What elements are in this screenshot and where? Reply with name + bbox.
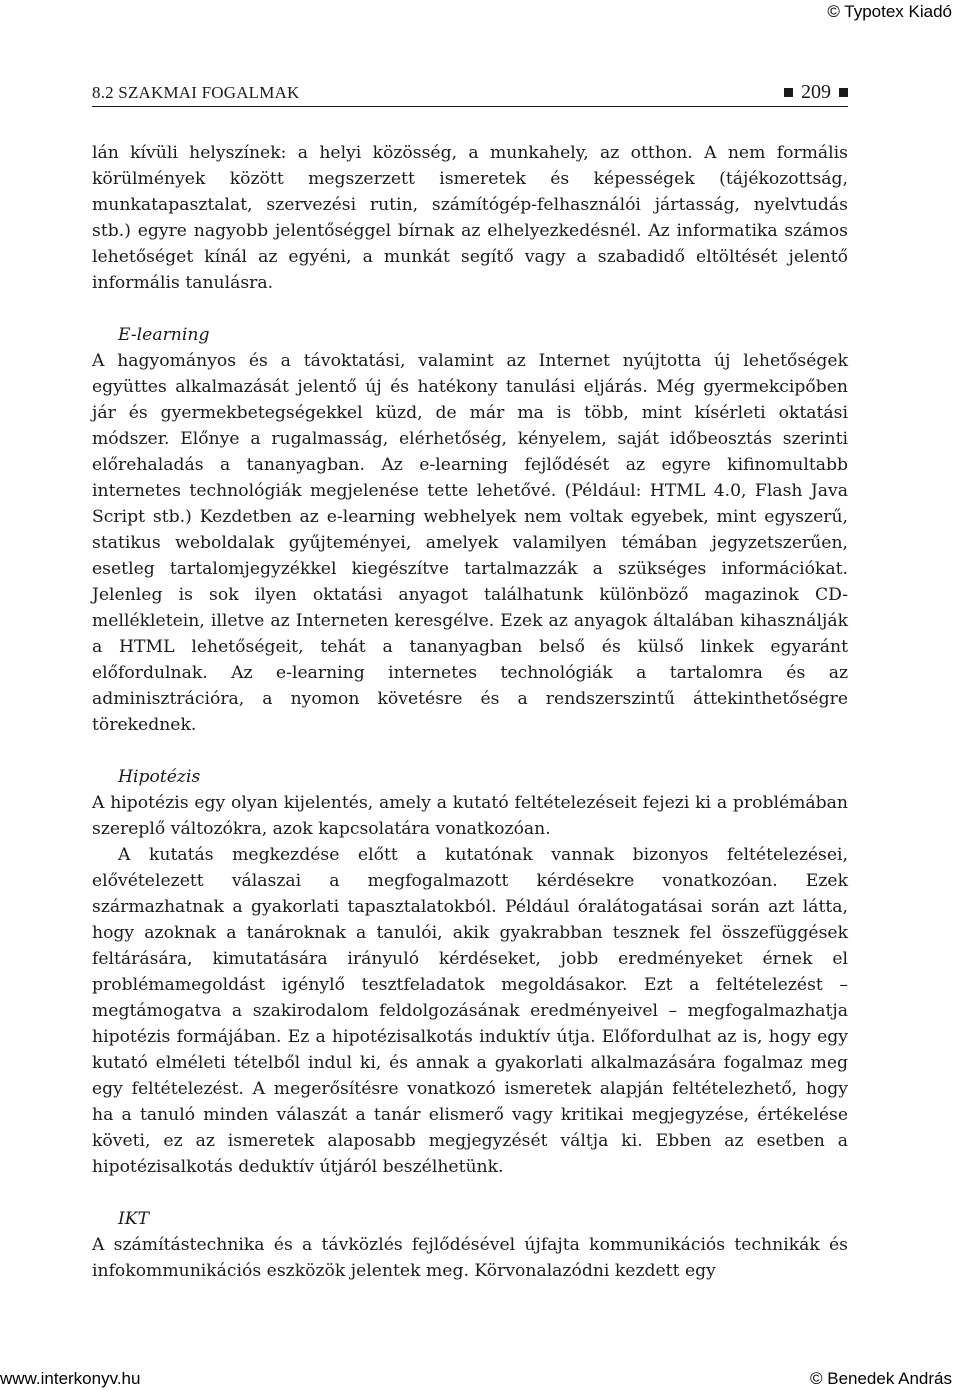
section-title: 8.2 SZAKMAI FOGALMAK — [92, 83, 300, 102]
hipotezis-paragraph-2: A kutatás megkezdése előtt a kutatónak vannak bizonyos feltételezései, elővételezett válaszai a megfogalmazott kérdésekre vonatkozóan. Ezek származhatnak a gyakorlati tapasztalatokból. Például óralátogatásai során azt látta, hogy azoknak a tanároknak a tanulói, akik gyakrabban tesznek fel összefüggések feltárására, kimutatására irányuló kérdéseket, jobb eredményeket érnek el problémamegoldást igénylő tesztfeladatok megoldásakor. Ezt a feltételezést – megtámogatva a szakirodalom feldolgozásának eredményeivel – megfogalmazhatja hipotézis formájában. Ez a hipotézisalkotás induktív útja. Előfordulhat az is, hogy egy kutató elméleti tételből indul ki, és annak a gyakorlati alkalmazására fogalmaz meg egy feltételezést. A megerősítésre vonatkozó ismeretek alapján feltételezhető, hogy ha a tanuló minden válaszát a tanár elismerő vagy kritikai megjegyzése, értékelése követi, ez az ismeretek alaposabb megjegyzését váltja ki. Ebben az esetben a hipotézisalkotás deduktív útjáról beszélhetünk. — [92, 845, 848, 1177]
ikt-paragraph: A számítástechnika és a távközlés fejlődésével újfajta kommunikációs technikák és infokommunikációs eszközök jelentek meg. Körvonalazódni kezdett egy — [92, 1235, 848, 1281]
section-gap — [92, 738, 848, 764]
hipotezis-paragraph-1: A hipotézis egy olyan kijelentés, amely a kutató feltételezéseit fejezi ki a problémában szereplő változókra, azok kapcsolatára vonatkozóan. — [92, 793, 848, 839]
header-rule — [92, 106, 848, 107]
author-watermark: © Benedek András — [809, 1369, 952, 1388]
section-heading-hipotezis: Hipotézis — [118, 767, 201, 787]
section-gap — [92, 1180, 848, 1206]
square-bullet-icon — [784, 88, 793, 97]
publisher-watermark: © Typotex Kiadó — [827, 2, 952, 21]
page-number-group — [784, 81, 848, 104]
page-body — [92, 140, 848, 1284]
square-bullet-icon — [839, 88, 848, 97]
intro-paragraph: lán kívüli helyszínek: a helyi közösség, a munkahely, az otthon. A nem formális körülmények között megszerzett ismeretek és képességek (tájékozottság, munkatapasztalat, szervezési rutin, számítógép-felhasználói jártasság, nyelvtudás stb.) egyre nagyobb jelentőséggel bírnak az elhelyezkedésnél. Az informatika számos lehetőséget kínál az egyéni, a munkát segítő vagy a szabadidő eltöltését jelentő informális tanulásra. — [92, 143, 848, 293]
section-heading-e-learning: E-learning — [118, 325, 210, 345]
section-heading-ikt: IKT — [118, 1209, 150, 1229]
website-watermark: www.interkonyv.hu — [0, 1369, 141, 1388]
section-gap — [92, 296, 848, 322]
e-learning-paragraph: A hagyományos és a távoktatási, valamint az Internet nyújtotta új lehetőségek együttes alkalmazását jelentő új és hatékony tanulási eljárás. Még gyermekcipőben jár és gyermekbetegségekkel küzd, de már ma is több, mint kísérleti oktatási módszer. Előnye a rugalmasság, elérhetőség, kényelem, saját időbeosztás szerinti előrehaladás a tananyagban. Az e-learning fejlődését az egyre kifinomultabb internetes technológiák megjelenése tette lehetővé. (Például: HTML 4.0, Flash Java Script stb.) Kezdetben az e-learning webhelyek nem voltak egyebek, mint egyszerű, statikus weboldalak gyűjteményei, amelyek valamilyen témában jegyzetszerűen, esetleg tartalomjegyzékkel kiegészítve tartalmazzák a szükséges információkat. Jelenleg is sok ilyen oktatási anyagot találhatunk különböző magazinok CD-mellékletein, illetve az Interneten keresgélve. Ezek az anyagok általában kihasználják a HTML lehetőségeit, tehát a tananyagban belső és külső linkek egyaránt előfordulnak. Az e-learning internetes technológiák a tartalomra és az adminisztrációra, a nyomon követésre és a rendszerszintű áttekinthetőségre törekednek. — [92, 351, 848, 735]
page-number: 209 — [801, 81, 831, 103]
running-header — [92, 83, 848, 107]
